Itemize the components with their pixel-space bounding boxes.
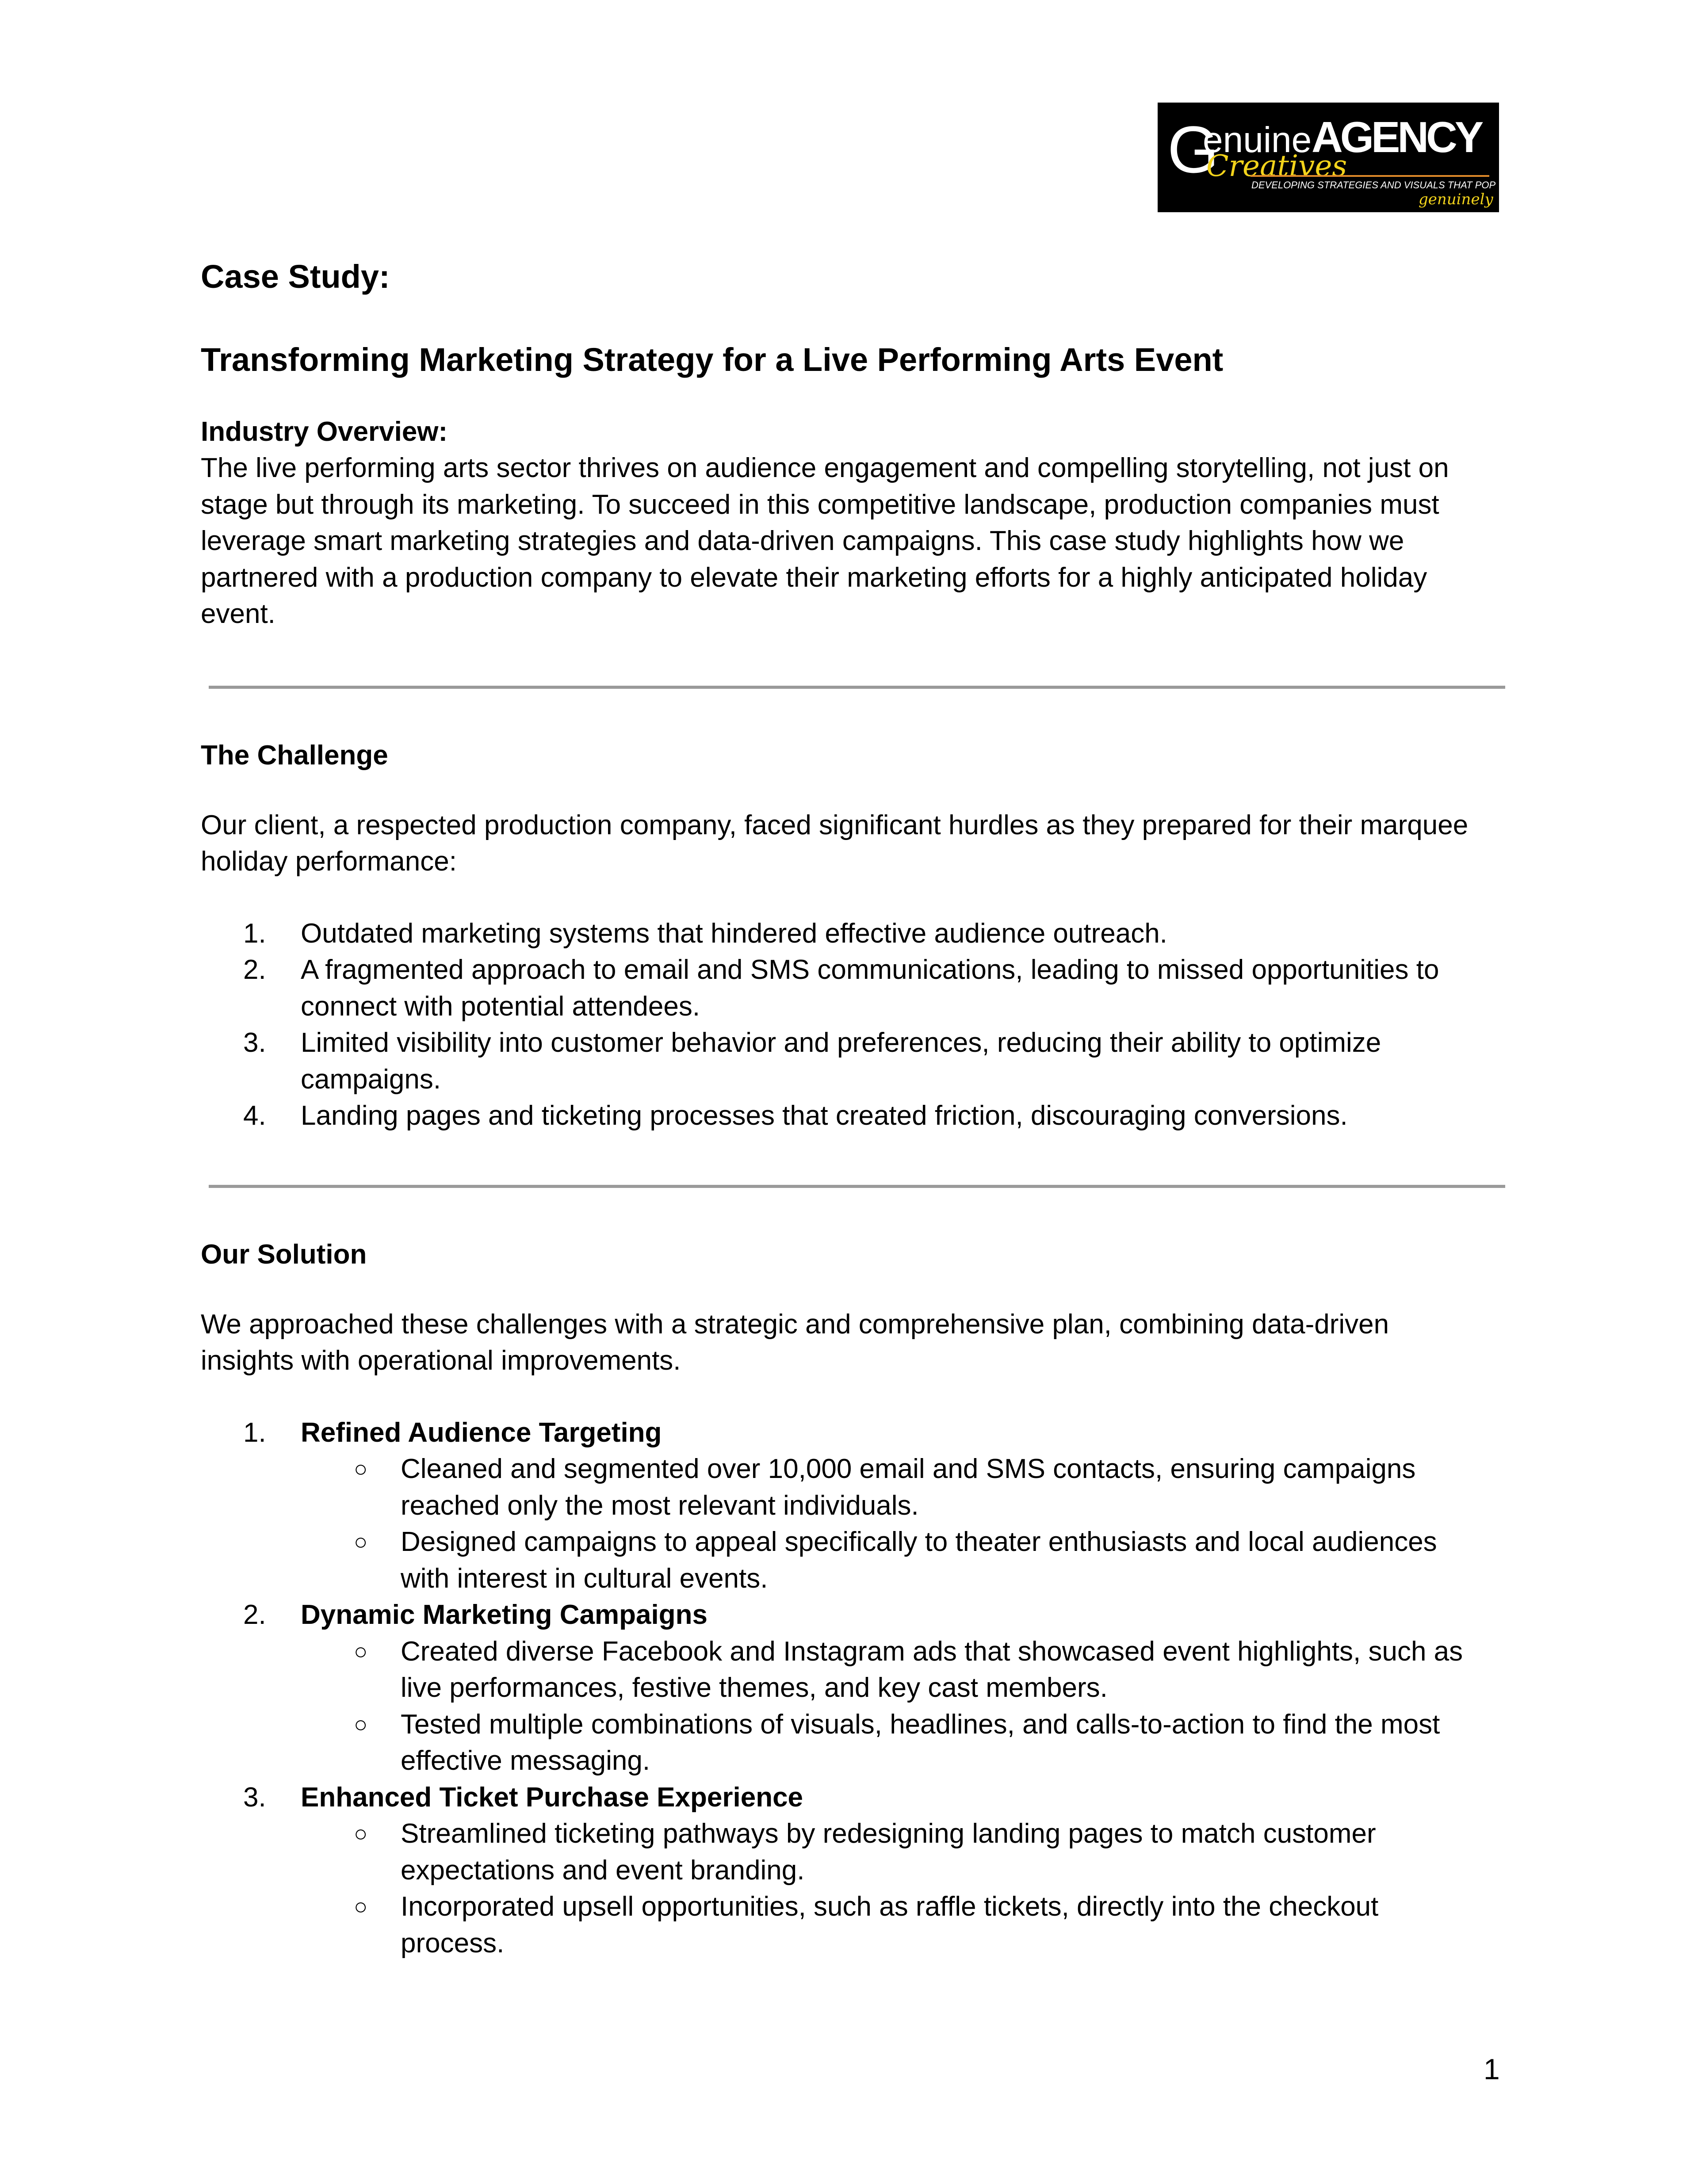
sub-bullet-item xyxy=(201,1816,1505,1889)
solution-intro xyxy=(201,1306,1505,1379)
section-divider xyxy=(209,1185,1505,1188)
sub-bullet-list xyxy=(201,1634,1505,1779)
sub-bullet-item xyxy=(201,1707,1505,1779)
list-item xyxy=(201,1597,1505,1779)
bullet-text: reached only the most relevant individuals. xyxy=(401,1490,919,1521)
bullet-text: effective messaging. xyxy=(401,1745,650,1776)
sub-bullet-item xyxy=(201,1524,1505,1597)
list-number: 2. xyxy=(243,1600,266,1630)
solution-section xyxy=(201,1237,1505,1962)
agency-logo xyxy=(1158,103,1499,212)
bullet-text: Created diverse Facebook and Instagram ads that showcased event highlights, such as xyxy=(401,1636,1463,1667)
list-number: 3. xyxy=(243,1027,266,1058)
overview-line: The live performing arts sector thrives on audience engagement and compelling storytelling, not just on xyxy=(201,453,1449,483)
document-subtitle: Transforming Marketing Strategy for a Live Performing Arts Event xyxy=(201,341,1224,378)
bullet-icon: ○ xyxy=(354,1821,368,1847)
bullet-text: live performances, festive themes, and key cast members. xyxy=(401,1672,1108,1703)
bullet-icon: ○ xyxy=(354,1529,368,1555)
bullet-text: Cleaned and segmented over 10,000 email and SMS contacts, ensuring campaigns xyxy=(401,1454,1416,1484)
list-item-text: campaigns. xyxy=(301,1064,441,1095)
overview-line: partnered with a production company to elevate their marketing efforts for a highly anticipated holiday xyxy=(201,562,1427,593)
list-item-text: Limited visibility into customer behavior and preferences, reducing their ability to optimize xyxy=(301,1027,1381,1058)
overview-paragraph xyxy=(201,450,1505,633)
bullet-text: Streamlined ticketing pathways by redesigning landing pages to match customer xyxy=(401,1818,1376,1849)
list-number: 1. xyxy=(243,1417,266,1448)
bullet-text: expectations and event branding. xyxy=(401,1855,805,1886)
list-item-text: connect with potential attendees. xyxy=(301,991,700,1022)
bullet-text: process. xyxy=(401,1928,505,1959)
overview-section xyxy=(201,414,1505,633)
list-number: 2. xyxy=(243,955,266,985)
list-item-text: Landing pages and ticketing processes that created friction, discouraging conversions. xyxy=(301,1100,1348,1131)
overview-line: leverage smart marketing strategies and data-driven campaigns. This case study highlights how we xyxy=(201,526,1404,556)
overview-line: event. xyxy=(201,599,275,629)
sub-bullet-list xyxy=(201,1816,1505,1962)
solution-intro-line: insights with operational improvements. xyxy=(201,1345,681,1376)
overview-line: stage but through its marketing. To succeed in this competitive landscape, production companies must xyxy=(201,489,1439,520)
overview-heading: Industry Overview: xyxy=(201,416,448,447)
sub-bullet-item xyxy=(201,1451,1505,1524)
logo-creatives-word: Creatives xyxy=(1206,149,1347,183)
list-number: 1. xyxy=(243,918,266,949)
solution-intro-line: We approached these challenges with a strategic and comprehensive plan, combining data-driven xyxy=(201,1309,1389,1340)
list-item xyxy=(201,1779,1505,1962)
list-item xyxy=(201,1025,1505,1098)
bullet-text: with interest in cultural events. xyxy=(401,1563,768,1594)
document-title: Case Study: xyxy=(201,258,390,295)
solution-list xyxy=(201,1415,1505,1962)
challenge-intro-line: holiday performance: xyxy=(201,846,457,877)
challenge-section xyxy=(201,737,1505,1134)
bullet-text: Tested multiple combinations of visuals, headlines, and calls-to-action to find the most xyxy=(401,1709,1440,1740)
list-item-title: Refined Audience Targeting xyxy=(301,1417,662,1448)
challenge-intro-line: Our client, a respected production company, faced significant hurdles as they prepared for their marquee xyxy=(201,809,1469,840)
list-item xyxy=(201,916,1505,952)
section-divider xyxy=(209,686,1505,689)
bullet-icon: ○ xyxy=(354,1711,368,1737)
logo-g-letter: G xyxy=(1167,112,1219,187)
document-body xyxy=(201,256,1505,1962)
solution-heading: Our Solution xyxy=(201,1239,367,1270)
bullet-icon: ○ xyxy=(354,1894,368,1920)
list-item xyxy=(201,952,1505,1025)
bullet-text: Designed campaigns to appeal specifically to theater enthusiasts and local audiences xyxy=(401,1527,1437,1557)
logo-genuine-word: enuine xyxy=(1203,120,1312,160)
bullet-icon: ○ xyxy=(354,1638,368,1665)
bullet-text: Incorporated upsell opportunities, such as raffle tickets, directly into the checkout xyxy=(401,1891,1379,1922)
logo-graphic xyxy=(1158,103,1499,212)
list-item xyxy=(201,1098,1505,1134)
sub-bullet-item xyxy=(201,1634,1505,1707)
logo-tagline: DEVELOPING STRATEGIES AND VISUALS THAT POP xyxy=(1251,179,1496,191)
list-number: 3. xyxy=(243,1782,266,1813)
list-item xyxy=(201,1415,1505,1597)
list-item-text: Outdated marketing systems that hindered effective audience outreach. xyxy=(301,918,1167,949)
page-number: 1 xyxy=(1484,2053,1500,2085)
logo-agency-word: AGENCY xyxy=(1312,113,1481,161)
list-item-text: A fragmented approach to email and SMS communications, leading to missed opportunities to xyxy=(301,955,1439,985)
challenge-heading: The Challenge xyxy=(201,740,388,771)
logo-signature: genuinely xyxy=(1419,191,1493,208)
list-item-title: Enhanced Ticket Purchase Experience xyxy=(301,1782,803,1813)
challenge-list xyxy=(201,916,1505,1134)
list-item-title: Dynamic Marketing Campaigns xyxy=(301,1600,708,1630)
list-number: 4. xyxy=(243,1100,266,1131)
challenge-intro xyxy=(201,807,1505,880)
sub-bullet-item xyxy=(201,1889,1505,1962)
bullet-icon: ○ xyxy=(354,1456,368,1482)
sub-bullet-list xyxy=(201,1451,1505,1597)
